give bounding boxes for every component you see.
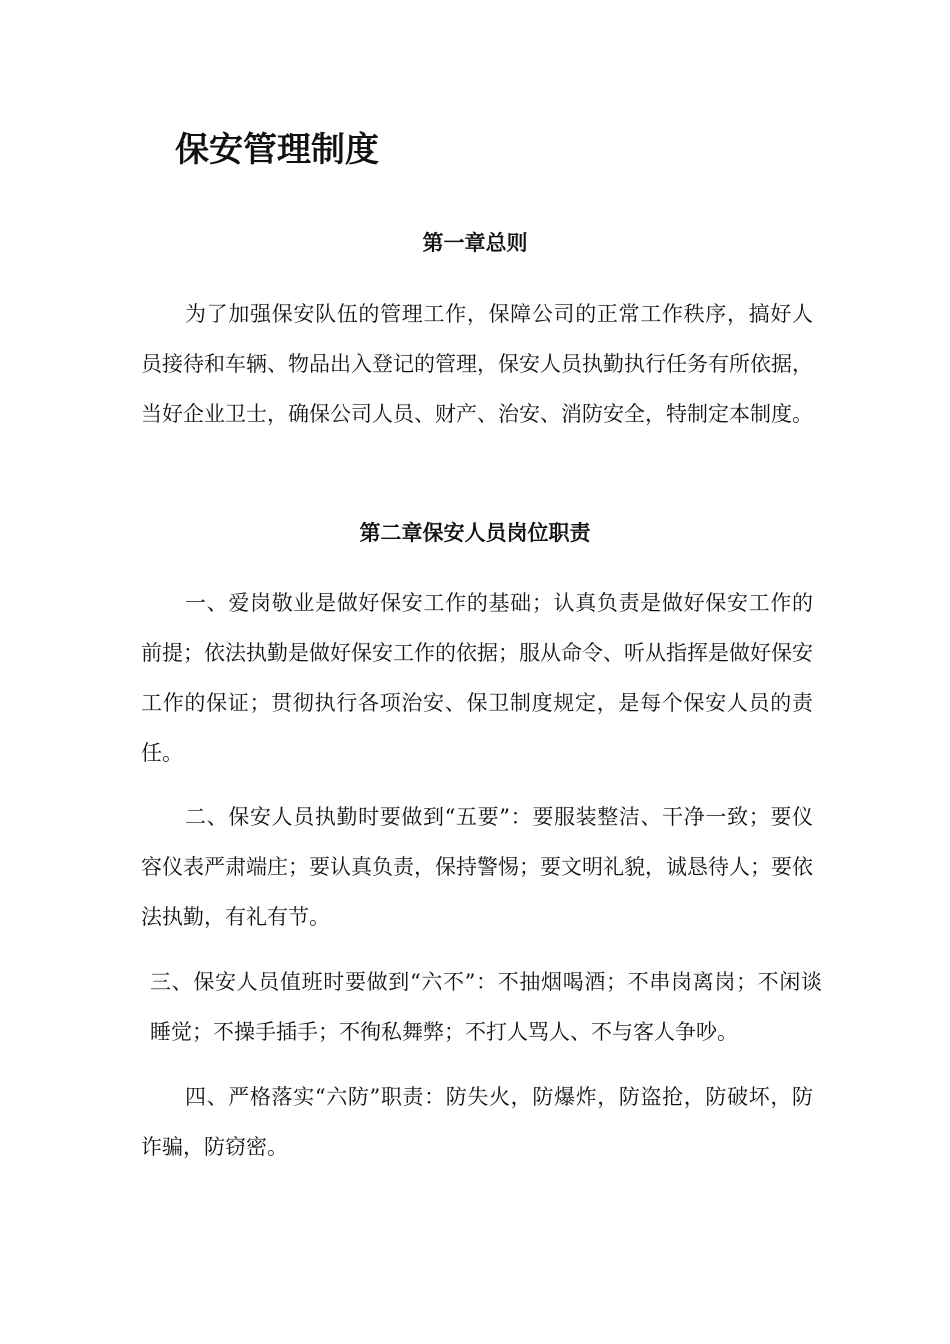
document-title: 保安管理制度 — [175, 130, 379, 170]
chapter-1-heading: 第一章总则 — [422, 230, 528, 255]
chapter-2-item-4: 四、严格落实“六防”职责：防失火，防爆炸，防盗抢，防破坏，防诈骗，防窃密。 — [141, 1085, 813, 1159]
chapter-2-item-1: 一、爱岗敬业是做好保安工作的基础；认真负责是做好保安工作的前提；依法执勤是做好保安工作的依据；服从命令、听从指挥是做好保安工作的保证；贯彻执行各项治安、保卫制度规定，是每个保安人员的责任。 — [141, 591, 813, 765]
chapter-2-item-3: 三、保安人员值班时要做到“六不”：不抽烟喝酒；不串岗离岗；不闲谈睡觉；不操手插手；不徇私舞弊；不打人骂人、不与客人争吵。 — [150, 970, 822, 1044]
chapter-1-paragraph: 为了加强保安队伍的管理工作，保障公司的正常工作秩序，搞好人员接待和车辆、物品出入登记的管理，保安人员执勤执行任务有所依据，当好企业卫士，确保公司人员、财产、治安、消防安全，特制定本制度。 — [141, 302, 813, 426]
chapter-2-item-2: 二、保安人员执勤时要做到“五要”：要服装整洁、干净一致；要仪容仪表严肃端庄；要认真负责，保持警惕；要文明礼貌，诚恳待人；要依法执勤，有礼有节。 — [141, 805, 813, 929]
chapter-2-heading: 第二章保安人员岗位职责 — [359, 520, 591, 545]
